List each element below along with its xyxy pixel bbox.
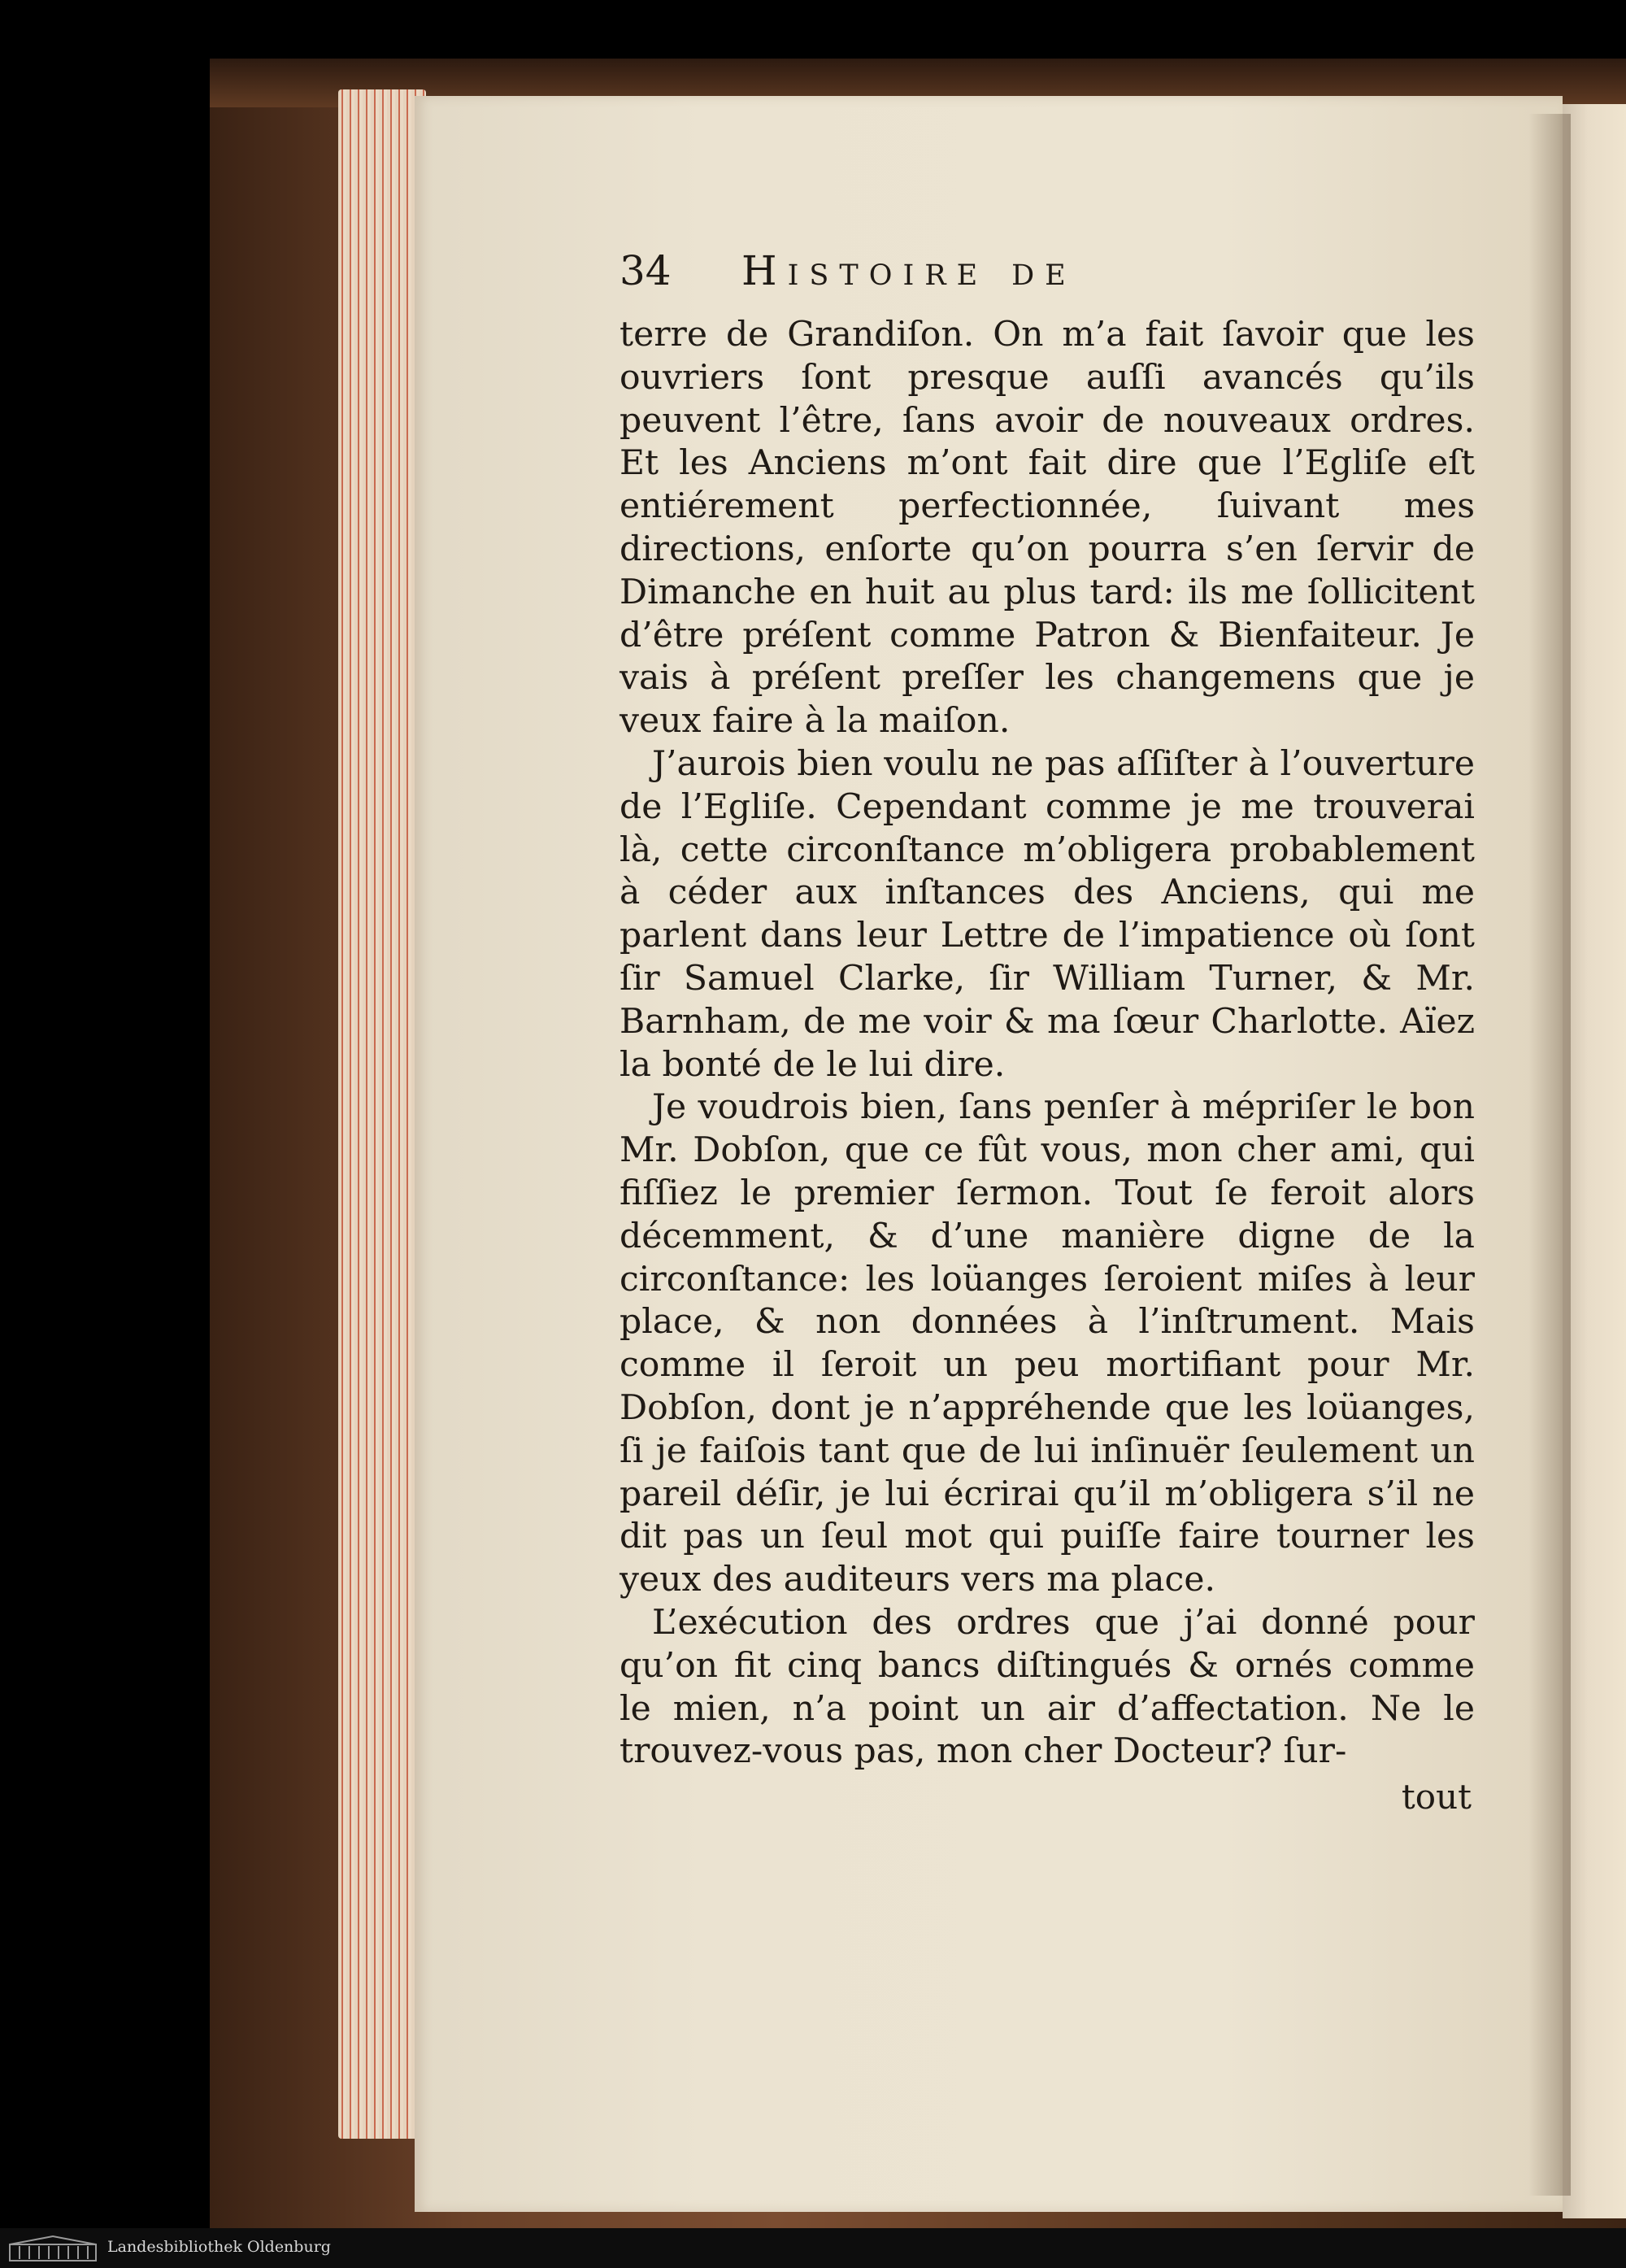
catchword: tout [1401,1777,1472,1817]
running-title: Histoire de [741,247,1076,294]
viewer-footer [0,2228,1626,2268]
gutter-shadow [1528,114,1571,2196]
page-block-edges [338,89,426,2139]
library-building-icon [8,2235,98,2262]
library-name: Landesbibliothek Oldenburg [107,2238,331,2256]
page-number: 34 [620,247,672,294]
paragraph-4: L’exécution des ordres que j’ai donné pour qu’on fit cinq bancs diſtingués & ornés comme le mien, n’a point un air d’affectation. Ne le trouvez-vous pas, mon cher Docteur? ſur- [620,1602,1475,1772]
page-header [620,242,1481,299]
paragraph-2: J’aurois bien voulu ne pas aſſiſter à l’ouverture de l’Egliſe. Cependant comme je me trouverai là, cette circonſtance m’obligera probablement à céder aux inſtances des Anciens, qui me parlent dans leur Lettre de l’impatience où ſont ſir Samuel Clarke, ſir William Turner, & Mr. Barnham, de me voir & ma ſœur Charlotte. Aïez la bonté de le lui dire. [620,743,1475,1085]
page-body [620,314,1475,1774]
paragraph-1: terre de Grandiſon. On m’a fait ſavoir que les ouvriers ſont presque auſſi avancés qu’ils peuvent l’être, ſans avoir de nouveaux ordres. Et les Anciens m’ont fait dire que l’Egliſe eſt entiérement perfectionnée, ſuivant mes directions, enſorte qu’on pourra s’en ſervir de Dimanche en huit au plus tard: ils me ſollicitent d’être préſent comme Patron & Bienfaiteur. Je vais à préſent preſſer les changemens que je veux faire à la maiſon. [620,315,1475,742]
paragraph-3: Je voudrois bien, ſans penſer à mépriſer le bon Mr. Dobſon, que ce fût vous, mon cher ami, qui fiſſiez le premier ſermon. Tout ſe feroit alors décemment, & d’une manière digne de la circonſtance: les loüanges ſeroient miſes à leur place, & non données à l’inſtrument. Mais comme il ſeroit un peu mortifiant pour Mr. Dobſon, dont je n’appréhende que les loüanges, ſi je faiſois tant que de lui inſinuër ſeulement un pareil déſir, je lui écrirai qu’il m’obligera s’il ne dit pas un ſeul mot qui puiſſe faire tourner les yeux des auditeurs vers ma place. [620,1087,1475,1600]
facing-page-edge [1563,104,1626,2218]
